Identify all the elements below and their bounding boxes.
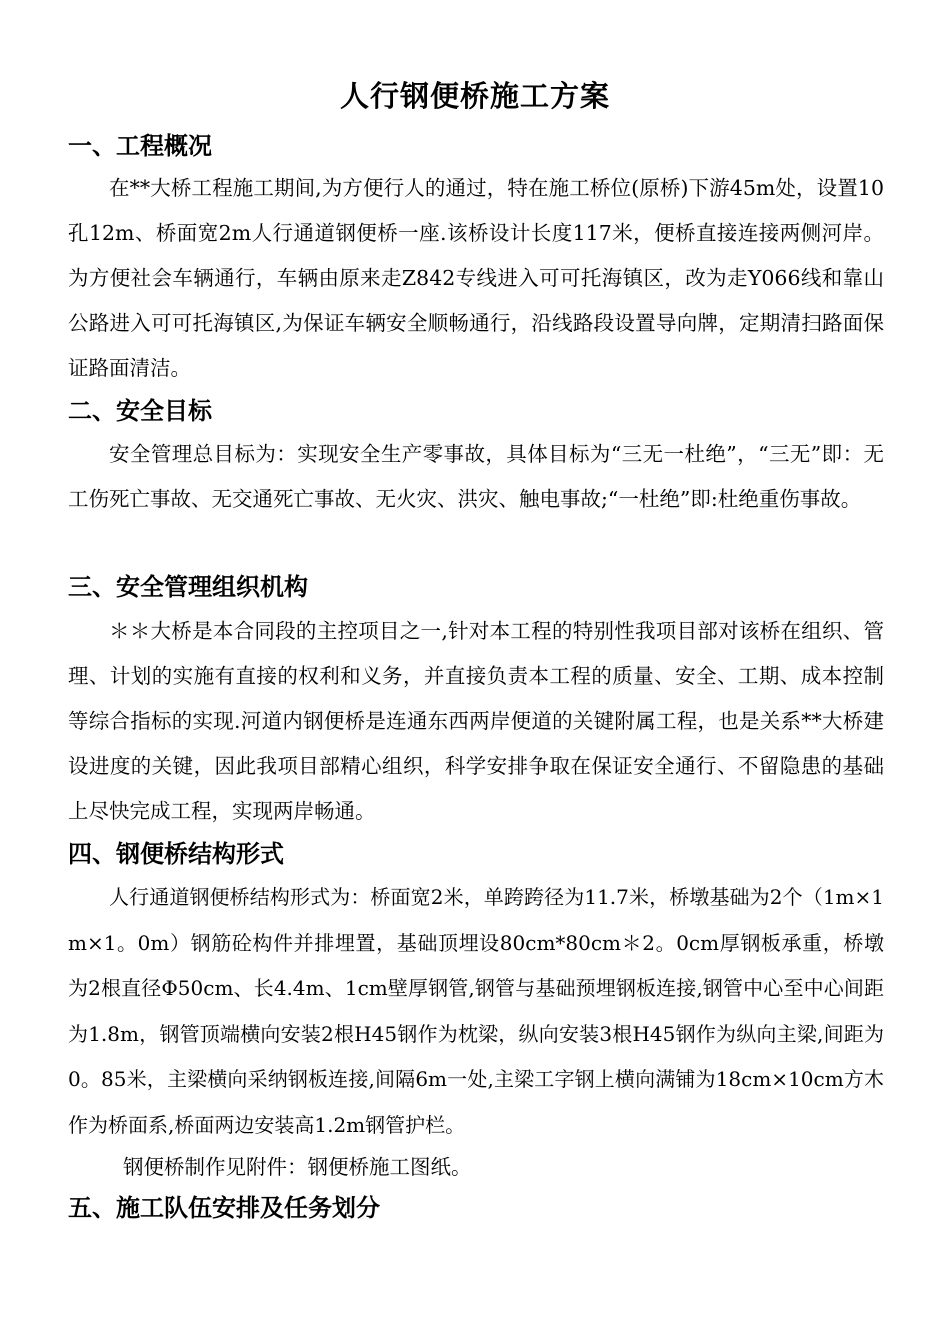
section-paragraph-safety-goal: 安全管理总目标为：实现安全生产零事故，具体目标为“三无一杜绝”，“三无”即：无工伤死亡事故、无交通死亡事故、无火灾、洪灾、触电事故;“一杜绝”即:杜绝重伤事故。 — [68, 442, 884, 511]
section-heading-safety-organization: 三、安全管理组织机构 — [68, 573, 308, 601]
page-title: 人行钢便桥施工方案 — [339, 79, 610, 113]
section-heading-construction-team: 五、施工队伍安排及任务划分 — [68, 1194, 380, 1222]
section-paragraph-safety-organization: ＊＊大桥是本合同段的主控项目之一,针对本工程的特别性我项目部对该桥在组织、管理、计划的实施有直接的权利和义务，并直接负责本工程的质量、安全、工期、成本控制等综合指标的实现.河道内钢便桥是连通东西两岸便道的关键附属工程，也是关系**大桥建设进度的关键，因此我项目部精心组织，科学安排争取在保证安全通行、不留隐患的基础上尽快完成工程，实现两岸畅通。 — [68, 619, 884, 823]
section-paragraph-overview: 在**大桥工程施工期间,为方便行人的通过，特在施工桥位(原桥)下游45m处，设置10孔12m、桥面宽2m人行通道钢便桥一座.该桥设计长度117米，便桥直接连接两侧河岸。为方便社会车辆通行，车辆由原来走Z842专线进入可可托海镇区，改为走Y066线和靠山公路进入可可托海镇区,为保证车辆安全顺畅通行，沿线路段设置导向牌，定期清扫路面保证路面清洁。 — [68, 176, 884, 380]
section-heading-bridge-structure: 四、钢便桥结构形式 — [68, 840, 284, 868]
attachment-note: 钢便桥制作见附件：钢便桥施工图纸。 — [123, 1155, 472, 1179]
section-heading-safety-goal: 二、安全目标 — [68, 397, 212, 425]
section-paragraph-bridge-structure: 人行通道钢便桥结构形式为：桥面宽2米，单跨跨径为11.7米，桥墩基础为2个（1m×1m×1。0m）钢筋砼构件并排埋置，基础顶埋设80cm*80cm＊2。0cm厚钢板承重，桥墩为2根直径Φ50cm、长4.4m、1cm壁厚钢管,钢管与基础预埋钢板连接,钢管中心至中心间距为1.8m，钢管顶端横向安装2根H45钢作为枕梁，纵向安装3根H45钢作为纵向主梁,间距为0。85米，主梁横向采纳钢板连接,间隔6m一处,主梁工字钢上横向满铺为18cm×10cm方木作为桥面系,桥面两边安装高1.2m钢管护栏。 — [68, 885, 884, 1137]
section-heading-overview: 一、工程概况 — [68, 132, 212, 160]
